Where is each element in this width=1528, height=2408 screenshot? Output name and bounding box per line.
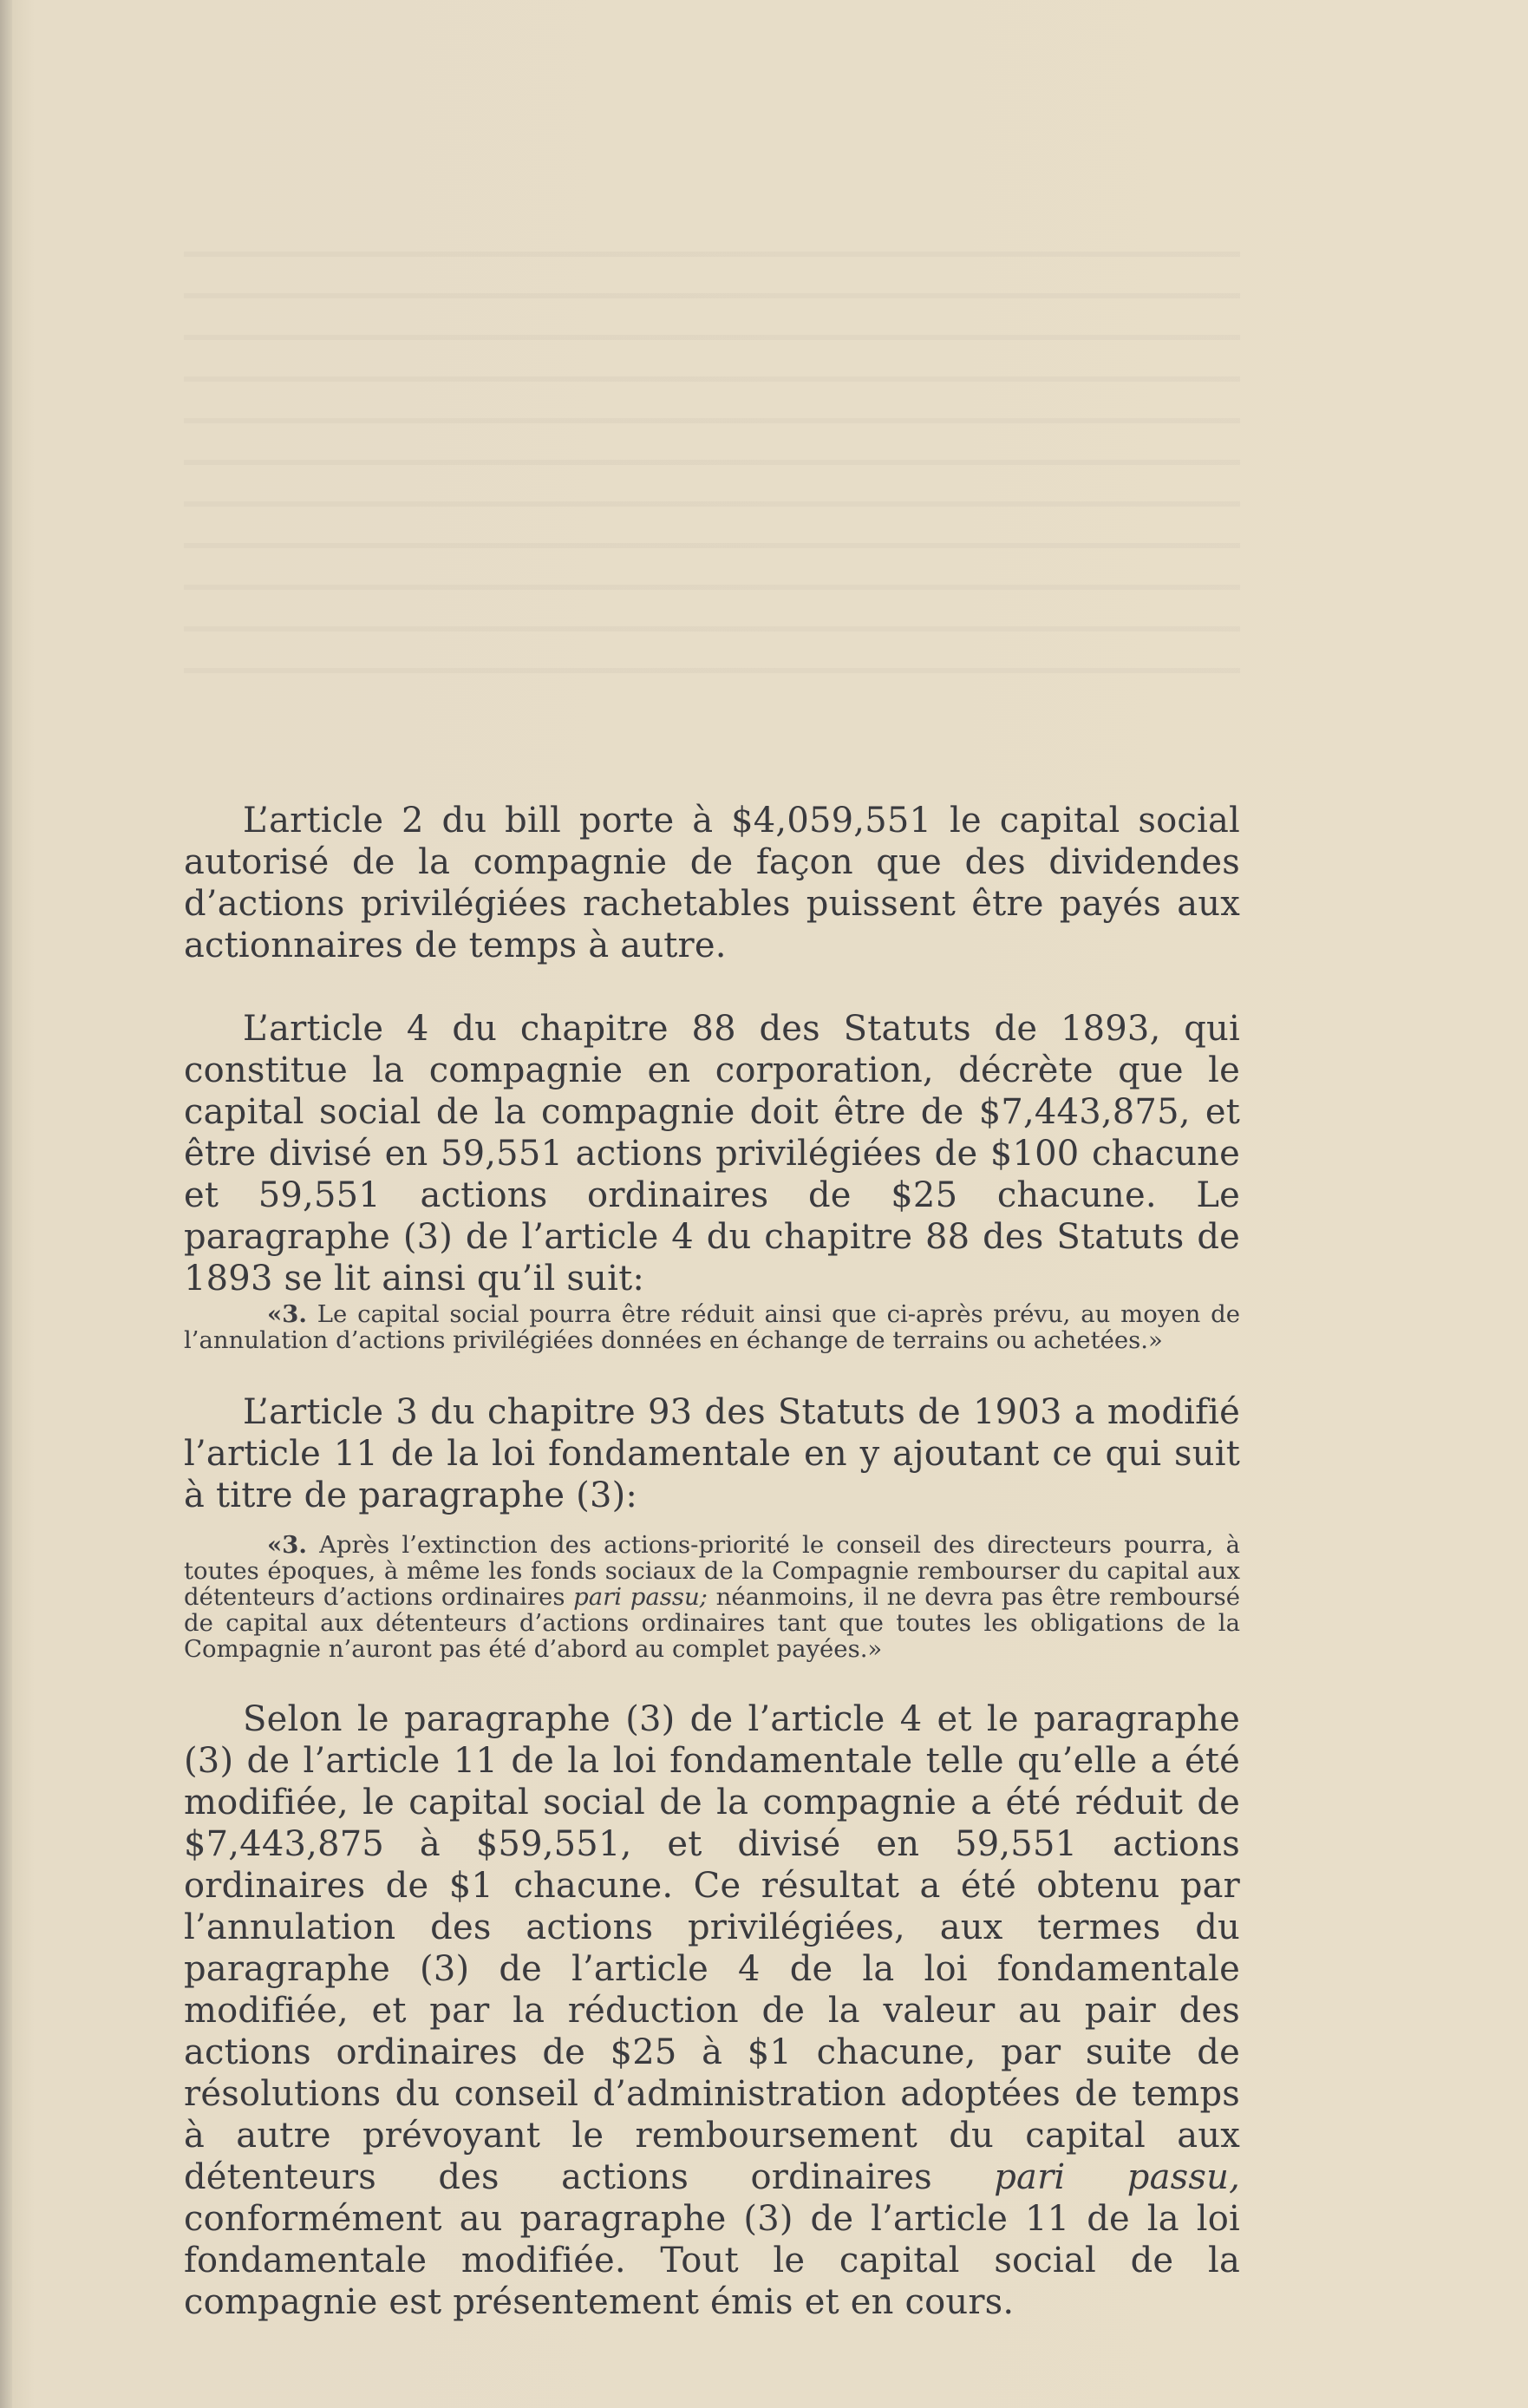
paragraph-selon [184, 1698, 1240, 2323]
quote-text: Le capital social pourra être réduit ainsi que ci-après prévu, au moyen de l’annulation d’actions privilégiées données en échange de terrains ou achetées.» [184, 1300, 1240, 1354]
binding-edge [0, 0, 12, 2408]
quote-paragraph-3-1893 [184, 1301, 1240, 1353]
show-through-text [184, 226, 1240, 677]
paragraph-text: L’article 4 du chapitre 88 des Statuts de 1893, qui constitue la compagnie en corporation, décrète que le capital social de la compagnie doit être de $7,443,875, et être divisé en 59,551 actions privilégiées de $100 chacune et 59,551 actions ordinaires de $25 chacune. Le paragraphe (3) de l’article 4 du chapitre 88 des Statuts de 1893 se lit ainsi qu’il suit: [184, 1009, 1240, 1299]
paragraph-text: L’article 3 du chapitre 93 des Statuts de 1903 a modifié l’article 11 de la loi fondamentale en y ajoutant ce qui suit à titre de paragraphe (3): [184, 1392, 1240, 1515]
quote-number: «3. [267, 1531, 307, 1559]
quote-text-before: Après l’extinction des actions-priorité le conseil des directeurs pourra, à toutes époques, à même les fonds sociaux de la Compagnie rembourser du capital aux détenteurs d’actions ordinaires [184, 1531, 1240, 1611]
paragraph-text: L’article 2 du bill porte à $4,059,551 le capital social autorisé de la compagnie de façon que des dividendes d’actions privilégiées rachetables puissent être payés aux actionnaires de temps à autre. [184, 801, 1240, 965]
paragraph-part-1: Selon le paragraphe (3) de l’article 4 et le paragraphe (3) de l’article 11 de la loi fondamentale telle qu’elle a été modifiée, le capital social de la compagnie a été réduit de $7,443,875 à $59,551, et divisé en 59,551 actions ordinaires de $1 chacune. Ce résultat a été obtenu par l’annulation des actions privilégiées, aux termes du paragraphe (3) de l’article 4 de la loi fondamentale modifiée, et par la réduction de la valeur au pair des actions ordinaires de $25 à $1 chacune, par suite de résolutions du conseil d’administration adoptées de temps à autre prévoyant le remboursement du capital aux détenteurs des actions ordinaires [184, 1699, 1240, 2197]
paragraph-article-2 [184, 800, 1240, 966]
quote-italic: pari passu; [573, 1583, 708, 1611]
paragraph-part-2: conformément au paragraphe (3) de l’article 11 de la loi fondamentale modifiée. Tout le capital social de la compagnie est présentement émis et en cours. [184, 2199, 1240, 2322]
quote-number: «3. [267, 1300, 307, 1328]
quote-paragraph-3-1903 [184, 1532, 1240, 1662]
quote-text-after: néanmoins, il ne devra pas être remboursé de capital aux détenteurs d’actions ordinaires tant que toutes les obligations de la Compagnie n’auront pas été d’abord au complet payées.» [184, 1583, 1240, 1663]
paragraph-article-3 [184, 1391, 1240, 1516]
paragraph-text [184, 1698, 1240, 2323]
paragraph-article-4 [184, 1008, 1240, 1299]
italic-phrase: pari passu, [994, 2157, 1240, 2197]
